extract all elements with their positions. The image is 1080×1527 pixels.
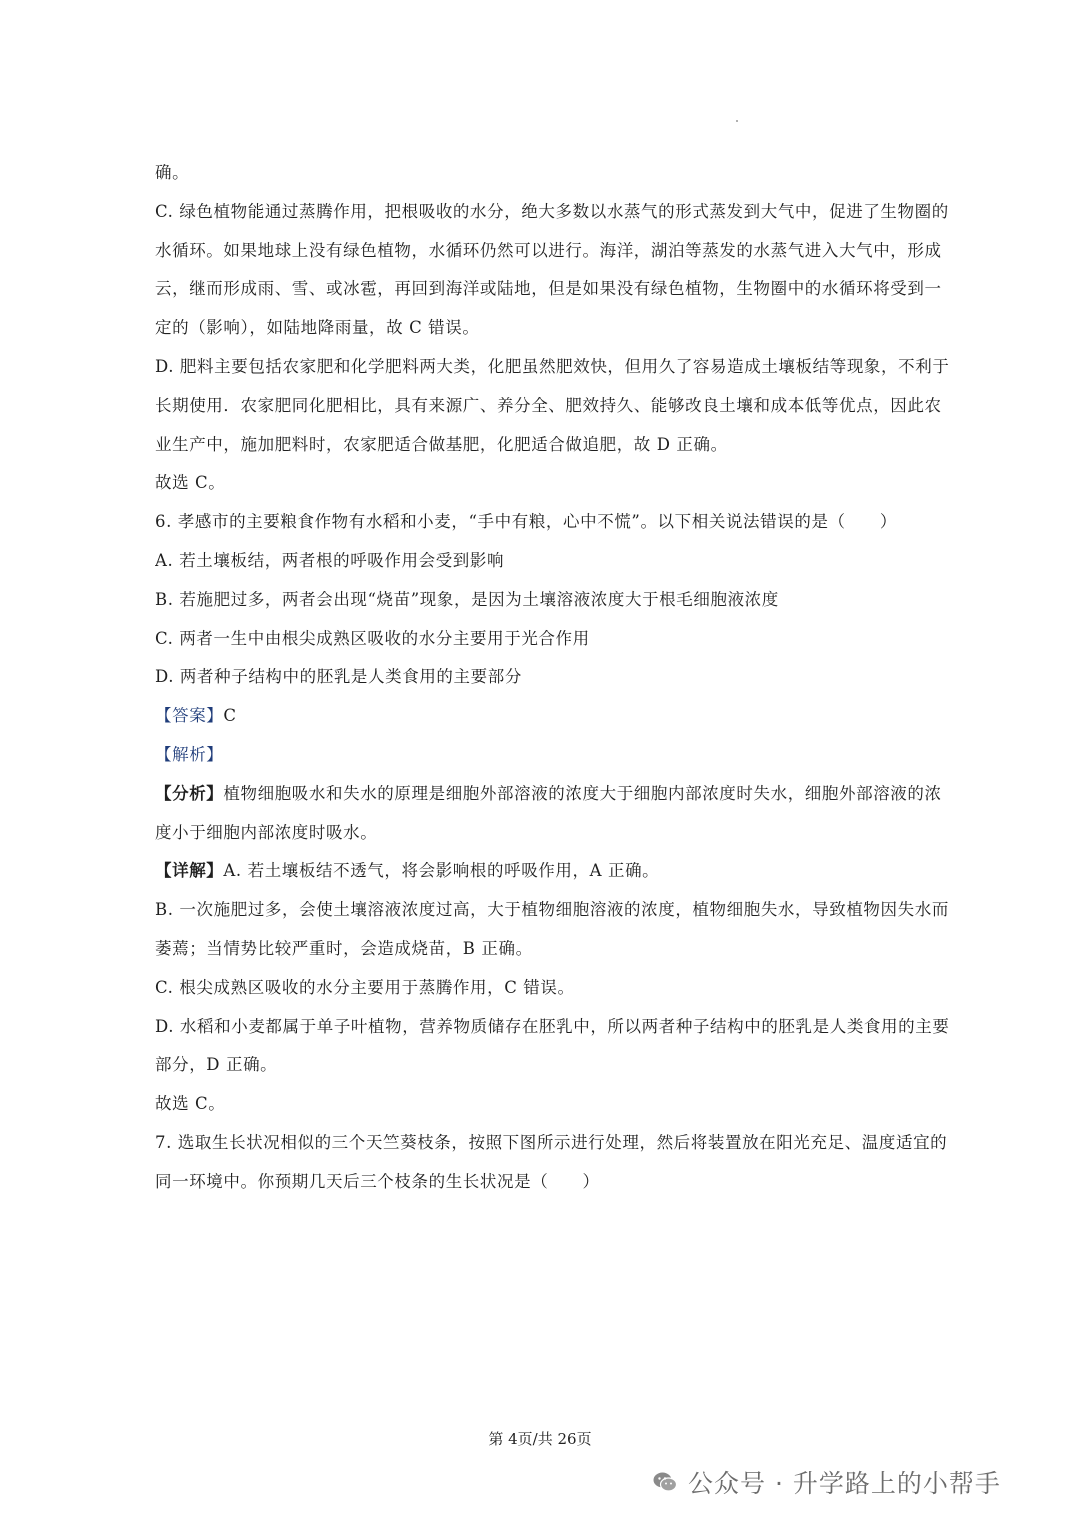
text-line: 水循环。如果地球上没有绿色植物，水循环仍然可以进行。海洋，湖泊等蒸发的水蒸气进入大气中，形成: [155, 240, 942, 260]
question-6-stem: 6. 孝感市的主要粮食作物有水稻和小麦，“手中有粮，心中不慌”。以下相关说法错误的是（ ）: [155, 512, 897, 532]
wechat-icon: [652, 1469, 678, 1495]
analysis-line: [155, 736, 975, 775]
text-line: D. 水稻和小麦都属于单子叶植物，营养物质储存在胚乳中，所以两者种子结构中的胚乳是人类食用的主要: [155, 1016, 950, 1036]
text-line: C. 绿色植物能通过蒸腾作用，把根吸收的水分，绝大多数以水蒸气的形式蒸发到大气中，促进了生物圈的: [155, 201, 949, 221]
page-content: [155, 154, 975, 1202]
watermark: [652, 1462, 1001, 1502]
text-line: B. 一次施肥过多，会使土壤溶液浓度过高，大于植物细胞溶液的浓度，植物细胞失水，导致植物因失水而: [155, 900, 949, 920]
text-line: 同一环境中。你预期几天后三个枝条的生长状况是（ ）: [155, 1171, 600, 1191]
text-line: 部分，D 正确。: [155, 1055, 278, 1075]
text-line: 萎蔫；当情势比较严重时，会造成烧苗，B 正确。: [155, 938, 533, 958]
fenxi-line: [155, 775, 975, 814]
answer-line: [155, 697, 975, 736]
text-line: 业生产中，施加肥料时，农家肥适合做基肥，化肥适合做追肥，故 D 正确。: [155, 434, 728, 454]
xiangjie-line: [155, 852, 975, 891]
text-line: 度小于细胞内部浓度时吸水。: [155, 822, 378, 842]
answer-tag: 【答案】: [155, 706, 224, 726]
xiangjie-text: A. 若土壤板结不透气，将会影响根的呼吸作用，A 正确。: [223, 861, 660, 881]
speck-dot: [736, 120, 738, 122]
watermark-text: 公众号 · 升学路上的小帮手: [688, 1469, 1001, 1498]
text-line: 定的（影响），如陆地降雨量，故 C 错误。: [155, 318, 480, 338]
analysis-tag: 【解析】: [155, 744, 224, 764]
text-line: 确。: [155, 163, 190, 182]
question-7-stem: 7. 选取生长状况相似的三个天竺葵枝条，按照下图所示进行处理，然后将装置放在阳光充足、温度适宜的: [155, 1132, 948, 1152]
option-c: C. 两者一生中由根尖成熟区吸收的水分主要用于光合作用: [155, 628, 590, 648]
option-a: A. 若土壤板结，两者根的呼吸作用会受到影响: [155, 550, 505, 570]
text-line: 故选 C。: [155, 1094, 226, 1114]
fenxi-tag: 【分析】: [155, 783, 224, 803]
text-line: C. 根尖成熟区吸收的水分主要用于蒸腾作用，C 错误。: [155, 977, 575, 997]
answer-value: C: [223, 706, 237, 726]
text-line: 云，继而形成雨、雪、或冰雹，再回到海洋或陆地，但是如果没有绿色植物，生物圈中的水循环将受到一: [155, 279, 942, 299]
text-line: 长期使用．农家肥同化肥相比，具有来源广、养分全、肥效持久、能够改良土壤和成本低等优点，因此农: [155, 395, 942, 415]
page-number-footer: 第 4页/共 26页: [488, 1430, 592, 1448]
text-line: 故选 C。: [155, 473, 226, 493]
option-d: D. 两者种子结构中的胚乳是人类食用的主要部分: [155, 667, 522, 687]
xiangjie-tag: 【详解】: [155, 861, 224, 881]
fenxi-text: 植物细胞吸水和失水的原理是细胞外部溶液的浓度大于细胞内部浓度时失水，细胞外部溶液的浓: [223, 783, 942, 803]
option-b: B. 若施肥过多，两者会出现“烧苗”现象，是因为土壤溶液浓度大于根毛细胞液浓度: [155, 589, 779, 609]
text-line: D. 肥料主要包括农家肥和化学肥料两大类，化肥虽然肥效快，但用久了容易造成土壤板结等现象，不利于: [155, 356, 950, 376]
